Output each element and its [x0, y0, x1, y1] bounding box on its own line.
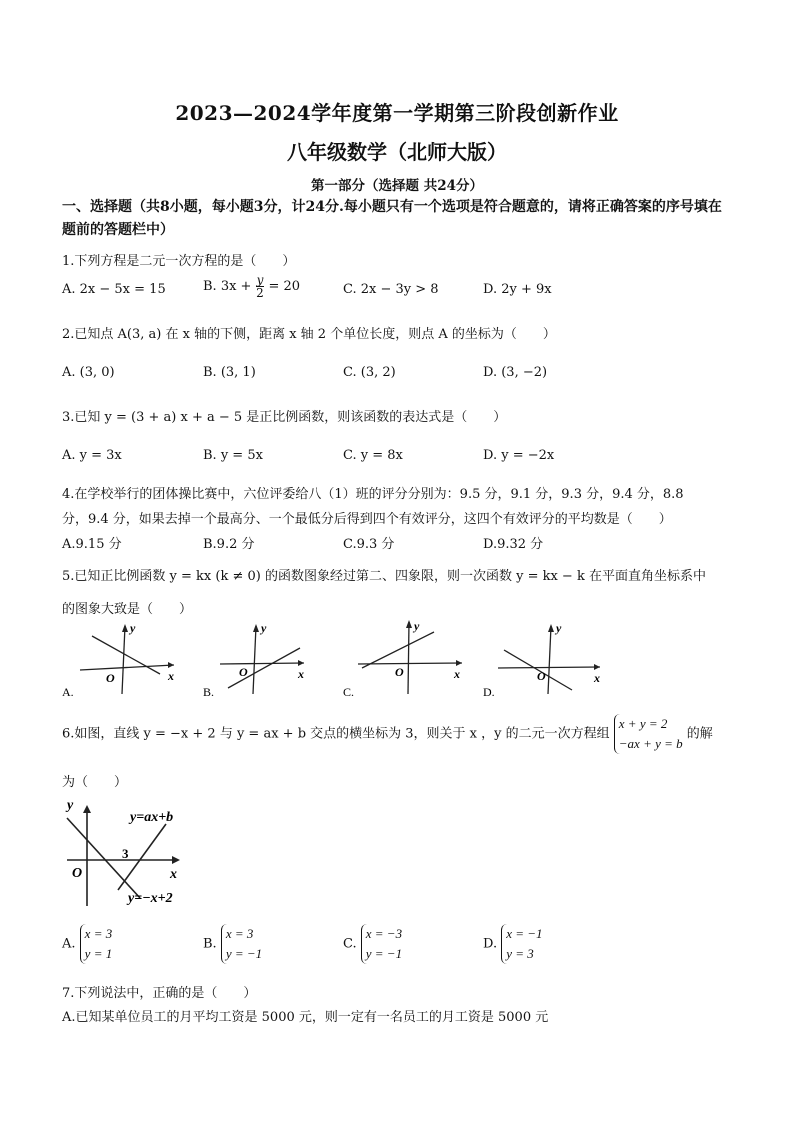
q5-graph-b-y-axis — [253, 626, 256, 694]
q6-option-a-label: A. — [62, 936, 76, 952]
q1-fraction-denominator: 2 — [256, 286, 264, 300]
q1-fraction-numerator: y — [256, 273, 264, 287]
q1-option-b-prefix: B. 3x + — [203, 279, 252, 294]
q5-graph-b-x-label: x — [298, 667, 304, 681]
q5-graph-c-y-label: y — [414, 619, 420, 633]
q6-graph-origin: O — [72, 866, 83, 881]
q4-option-d: D.9.32 分 — [483, 537, 544, 552]
q6-option-d-label: D. — [483, 936, 498, 952]
q6-option-c-label: C. — [343, 936, 357, 952]
q5-graph-c — [343, 619, 462, 699]
q6-option-a — [62, 924, 112, 964]
question-4-line-1: 4.在学校举行的团体操比赛中，六位评委给八（1）班的评分分别为：9.5 分，9.1 分，9.3 分，9.4 分，8.8 — [62, 487, 684, 502]
q6-equation-system — [614, 714, 683, 754]
q5-graph-a-origin: O — [106, 671, 115, 685]
q1-option-b-fraction — [256, 274, 265, 299]
q5-graph-d-x-label: x — [594, 671, 600, 685]
q6-graph-tick-3: 3 — [122, 846, 129, 861]
q5-graph-d-x-arrow — [594, 664, 600, 670]
q6-option-d-bottom: y = 3 — [506, 946, 534, 961]
q5-graph-b-x-arrow — [298, 660, 304, 666]
q5-graph-c-x-arrow — [456, 660, 462, 666]
q1-option-b — [203, 274, 300, 299]
page-title: 2023—2024学年度第一学期第三阶段创新作业 — [175, 101, 619, 125]
q5-graph-b-origin: O — [239, 665, 248, 679]
q5-graph-a-y-axis — [122, 626, 125, 694]
q4-option-c: C.9.3 分 — [343, 537, 395, 552]
q5-graph-c-line — [362, 632, 434, 668]
q5-graph-d-label: D. — [483, 685, 495, 699]
q6-option-b-bottom: y = −1 — [225, 946, 263, 961]
q5-graph-c-y-arrow — [406, 620, 412, 628]
q5-graph-a-x-axis — [80, 665, 174, 670]
q6-option-b-label: B. — [203, 936, 217, 952]
question-3-stem: 3.已知 y = (3 + a) x + a − 5 是正比例函数，则该函数的表达式是（ ） — [62, 410, 507, 425]
q5-graph-b-x-axis — [220, 663, 304, 664]
question-5-line-2: 的图象大致是（ ） — [62, 602, 193, 617]
q6-option-b-top: x = 3 — [225, 926, 254, 941]
question-2-stem: 2.已知点 A(3, a) 在 x 轴的下侧，距离 x 轴 2 个单位长度，则点 A 的坐标为（ ） — [62, 327, 556, 342]
q5-graph-c-x-label: x — [454, 667, 460, 681]
q6-option-c-system — [361, 924, 402, 964]
q6-option-a-bottom: y = 1 — [84, 946, 113, 961]
q5-graph-d-y-arrow — [548, 624, 554, 632]
question-6-stem — [62, 714, 713, 754]
question-5-line-1: 5.已知正比例函数 y = kx (k ≠ 0) 的函数图象经过第二、四象限，则一次函数 y = kx − k 在平面直角坐标系中 — [62, 569, 706, 584]
q6-graph-x-label: x — [170, 867, 177, 882]
q5-graph-d-y-axis — [548, 626, 551, 694]
q1-option-c: C. 2x − 3y > 8 — [343, 282, 439, 297]
q6-option-b-system — [221, 924, 262, 964]
q5-graph-a-label: A. — [62, 685, 74, 699]
q6-graph-line-negative-label: y=−x+2 — [128, 891, 173, 906]
q3-option-b: B. y = 5x — [203, 448, 263, 463]
q6-graph — [62, 796, 212, 908]
q5-graph-d-y-label: y — [556, 621, 562, 635]
q6-option-c-top: x = −3 — [365, 926, 403, 941]
q5-graph-b — [203, 621, 304, 699]
q3-option-c: C. y = 8x — [343, 448, 403, 463]
q5-graph-c-y-axis — [408, 622, 409, 694]
q5-graph-c-origin: O — [395, 665, 404, 679]
part-heading: 第一部分（选择题 共24分） — [311, 178, 483, 194]
q3-option-a: A. y = 3x — [62, 448, 122, 463]
q2-option-a: A. (3, 0) — [62, 365, 115, 380]
section-heading: 一、选择题（共8小题，每小题3分，计24分.每小题只有一个选项是符合题意的，请将正确答案的序号填在题前的答题栏中） — [62, 199, 722, 238]
q6-graph-x-arrow — [172, 856, 180, 864]
q3-option-d: D. y = −2x — [483, 448, 555, 463]
q5-graph-d — [483, 621, 600, 699]
q6-graph-line-ax-b-label: y=ax+b — [130, 810, 174, 825]
q5-graph-c-x-axis — [358, 663, 462, 664]
q5-graph-d-origin: O — [537, 669, 546, 683]
q5-graph-options — [62, 618, 622, 700]
q6-graph-y-label: y — [67, 798, 74, 813]
question-1-stem: 1.下列方程是二元一次方程的是（ ） — [62, 254, 296, 269]
q6-option-d — [483, 924, 543, 964]
q5-graph-a-y-arrow — [122, 624, 128, 632]
q1-option-a: A. 2x − 5x = 15 — [62, 282, 166, 297]
q6-option-a-system — [80, 924, 113, 964]
q2-option-c: C. (3, 2) — [343, 365, 396, 380]
q6-option-c-bottom: y = −1 — [365, 946, 403, 961]
q6-option-c — [343, 924, 402, 964]
q5-graph-c-label: C. — [343, 685, 355, 699]
page-subtitle: 八年级数学（北师大版） — [287, 140, 507, 164]
q4-option-a: A.9.15 分 — [62, 537, 122, 552]
q6-stem-suffix: 的解 — [686, 726, 713, 742]
q6-option-a-top: x = 3 — [84, 926, 113, 941]
q7-option-a: A.已知某单位员工的月平均工资是 5000 元，则一定有一名员工的月工资是 5000 元 — [62, 1010, 549, 1025]
question-7-stem: 7.下列说法中，正确的是（ ） — [62, 986, 257, 1001]
q5-graph-a-x-label: x — [168, 669, 174, 683]
q5-graph-b-y-arrow — [253, 624, 259, 632]
q6-option-d-system — [501, 924, 542, 964]
q5-graph-b-y-label: y — [261, 621, 267, 635]
q1-option-d: D. 2y + 9x — [483, 282, 552, 297]
q5-graph-b-label: B. — [203, 685, 215, 699]
q5-graph-a-x-arrow — [168, 662, 174, 668]
q2-option-d: D. (3, −2) — [483, 365, 548, 380]
q6-stem-prefix: 6.如图，直线 y = −x + 2 与 y = ax + b 交点的横坐标为 3，则关于 x ，y 的二元一次方程组 — [62, 726, 610, 742]
q6-equation-1: x + y = 2 — [618, 716, 668, 731]
q4-option-b: B.9.2 分 — [203, 537, 255, 552]
question-6-line-2: 为（ ） — [62, 775, 128, 790]
q6-option-b — [203, 924, 262, 964]
q6-option-d-top: x = −1 — [506, 926, 543, 941]
q5-graph-a-y-label: y — [130, 621, 136, 635]
q2-option-b: B. (3, 1) — [203, 365, 256, 380]
q5-graph-a — [62, 621, 174, 699]
q6-graph-line-negative — [67, 818, 140, 898]
question-4-line-2: 分，9.4 分，如果去掉一个最高分、一个最低分后得到四个有效评分，这四个有效评分的平均数是（ ） — [62, 512, 672, 527]
q1-option-b-suffix: = 20 — [268, 279, 301, 294]
q6-equation-2: −ax + y = b — [618, 736, 683, 751]
q6-graph-y-arrow — [83, 805, 91, 813]
